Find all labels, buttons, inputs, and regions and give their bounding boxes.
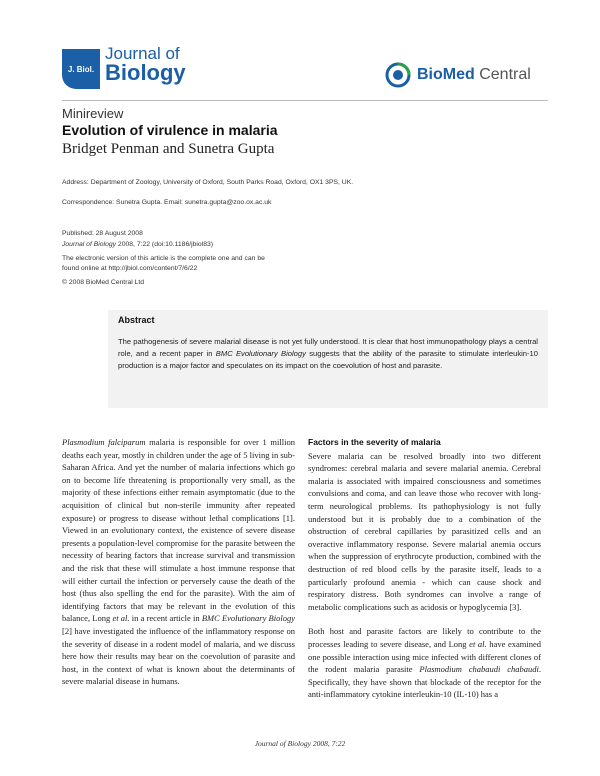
electronic-version-line1: The electronic version of this article is the complete one and can be [62,255,265,262]
journal-logo-box: J. Biol. [62,49,100,89]
severity-paragraph-1: Severe malaria can be resolved broadly into two different syndromes: cerebral malaria and severe malarial anemia. Cerebral malaria is associated with impaired consciousness and sometimes convulsions and coma, and can leave those who recover with long-term neurological problems. Its pathophysiology is not fully understood but it is probably due to a combination of the obstruction of cerebral capillaries by parasitized cells and an overactive inflammatory response. Severe malarial anemia occurs when the suppression of erythrocyte production, combined with the destruction of red blood cells by the parasite itself, leads to a particularly profound anemia - which can cause shock and respiratory distress. Both syndromes can involve a range of metabolic complications such as acidosis or hypoglycemia [3]. [308,450,541,612]
body-column-left [62,436,295,688]
copyright: © 2008 BioMed Central Ltd [62,279,145,286]
published-date: Published: 28 August 2008 [62,230,143,237]
publisher-light: Central [474,66,531,83]
electronic-version-note [62,254,482,273]
abstract-text-part2: suggests that the ability of the parasite to stimulate interleukin-10 production is a major factor and speculates on its impact on the coevolution of host and parasite. [118,349,538,370]
severity-paragraph-2 [308,625,541,701]
body-column-right [308,436,541,701]
article-authors: Bridget Penman and Sunetra Gupta [62,141,275,157]
abstract-journal-name: BMC Evolutionary Biology [215,349,306,358]
article-title: Evolution of virulence in malaria [62,122,278,138]
abstract-text [118,336,538,372]
citation-journal: Journal of Biology [62,241,117,248]
severity-p2-a: Both host and parasite factors are likely to contribute to the processes leading to severe disease, and Long [308,626,541,649]
electronic-version-line2: found online at http://jbiol.com/content/7/6/22 [62,264,198,272]
footer-journal: Journal of Biology [254,739,311,748]
abstract-box [108,310,548,408]
abstract-text-part1: The pathogenesis of severe malarial disease is not yet fully understood. It is clear that host immunopathology plays a central role, and a recent paper in [118,337,538,358]
article-type: Minireview [62,106,124,121]
intro-text-b: in a recent article in [129,613,202,624]
header-divider [62,100,548,101]
page-footer [0,739,600,748]
citation [62,240,482,250]
severity-p2-species: Plasmodium chabaudi chabaudi [419,664,539,675]
intro-journal: BMC Evolutionary Biology [201,613,295,624]
journal-of-biology-logo [62,43,202,91]
publisher-name [417,66,531,84]
publisher-bold: BioMed [417,66,475,83]
intro-paragraph [62,436,295,688]
journal-logo-line2: Biology [105,60,186,85]
severity-p2-c: . Specifically, they have shown that blockade of the receptor for the anti-inflammatory cytokine interleukin-10 (IL-10) has a [308,664,541,700]
severity-p2-b: have examined one possible interaction using mice infected with different clones of the rodent malaria parasite [308,638,542,675]
severity-p2-etal: et al. [469,638,487,649]
section-heading-severity: Factors in the severity of malaria [308,437,441,447]
intro-etal: et al. [112,613,130,624]
biomed-central-icon [385,62,411,88]
citation-details: 2008, 7:22 (doi:10.1186/jbiol83) [116,241,214,248]
correspondence: Correspondence: Sunetra Gupta. Email: sunetra.gupta@zoo.ox.ac.uk [62,199,272,206]
abstract-heading: Abstract [118,315,155,325]
biomed-central-logo [385,62,545,90]
intro-text-a: malaria is responsible for over 1 million deaths each year, mostly in children under the age of 5 living in sub-Saharan Africa. And yet the number of malaria infections which go on to become life threatening is proportionally very small, as the majority of these infections either remain asymptomatic (due to the acquisition of clinical but non-sterile immunity after repeated exposure) or progress to disease without lethal complications [1]. Viewed in an evolutionary context, the existence of severe disease presents a population-level compromise for the parasite between the necessity of bearing factors that increase survival and transmission and the risk that these will stimulate a host immune response that will either curtail the infection or perversely cause the death of the host (thus also spelling the end for the parasite). With the aim of identifying factors that may be relevant in the evolution of this balance, Long [62,437,295,624]
footer-volume: 2008, 7:22 [310,739,346,748]
intro-species: Plasmodium falciparum [62,437,146,447]
intro-text-c: [2] have investigated the influence of the inflammatory response on the severity of disease in a rodent model of malaria, and we discuss here how their results may bear on the coevolution of parasite and host, in the context of what is known about the determinants of severe malarial disease in humans. [62,625,295,687]
author-address: Address: Department of Zoology, University of Oxford, South Parks Road, Oxford, OX1 3PS, UK. [62,179,354,186]
journal-logo-line1: Journal of [105,44,180,63]
